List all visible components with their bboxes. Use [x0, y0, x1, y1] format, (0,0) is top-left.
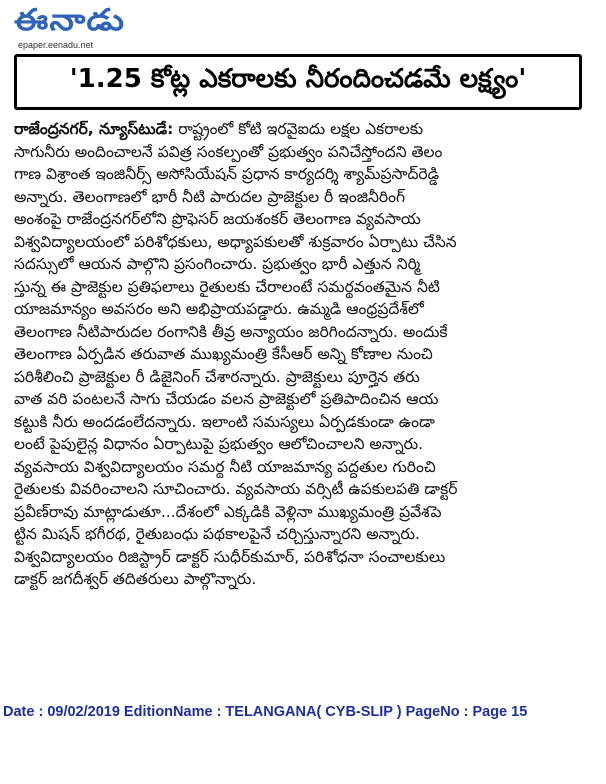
article-line: ట్టిన మిషన్ భగీరథ, రైతుబంధు పథకాలపైనే చర్చిస్తున్నారని అన్నారు. — [14, 525, 420, 543]
epaper-url: epaper.eenadu.net — [18, 40, 94, 50]
article-line: లంటే పైపులైన్ల విధానం ఏర్పాటుపై ప్రభుత్వం ఆలోచించాలని అన్నారు. — [14, 435, 424, 453]
article-line: స్తున్న ఈ ప్రాజెక్టుల ప్రతిఫలాలు రైతులకు చేరాలంటే సమర్థవంతమైన నీటి — [14, 277, 440, 296]
article-line: అంశంపై రాజేంద్రనగర్‌లోని ప్రొఫెసర్ జయశంకర్ తెలంగాణ వ్యవసాయ — [14, 210, 421, 228]
masthead — [14, 4, 214, 54]
article-line-text: రాష్ట్రంలో కోటి ఇరవైఐదు లక్షల ఎకరాలకు — [178, 120, 424, 138]
newspaper-logo: ఈనాడు — [14, 3, 126, 38]
edition-footer: Date : 09/02/2019 EditionName : TELANGANA( CYB-SLIP ) PageNo : Page 15 — [3, 704, 528, 720]
article-line: విశ్వవిద్యాలయంలో పరిశోధకులు, అధ్యాపకులతో శుక్రవారం ఏర్పాటు చేసిన — [14, 232, 457, 251]
article-line: తెలంగాణ ఏర్పడిన తరువాత ముఖ్యమంత్రి కేసీఆర్ అన్ని కోణాల నుంచి — [14, 345, 433, 363]
article-line: అన్నారు. తెలంగాణలో భారీ నీటి పారుదల ప్రాజెక్టుల రీ ఇంజినీరింగ్ — [14, 187, 405, 206]
article-line: డాక్టర్ జగదీశ్వర్ తదితరులు పాల్గొన్నారు. — [14, 570, 257, 588]
article-line: పరిశీలించి ప్రాజెక్టుల రీ డిజైనింగ్ చేశారన్నారు. ప్రాజెక్టులు పూర్తైన తరు — [14, 367, 420, 386]
article-line: విశ్వవిద్యాలయం రిజిస్ట్రార్ డాక్టర్ సుధీర్‌కుమార్, పరిశోధనా సంచాలకులు — [14, 547, 446, 566]
article-line: సదస్సులో ఆయన పాల్గొని ప్రసంగించారు. ప్రభుత్వం భారీ ఎత్తున నిర్మి — [14, 255, 421, 273]
article-line: తెలంగాణ నీటిపారుదల రంగానికి తీవ్ర అన్యాయం జరిగిందన్నారు. అందుకే — [14, 322, 448, 341]
article-line — [14, 118, 586, 141]
article-line: ప్రవీణ్‌రావు మాట్లాడుతూ...దేశంలో ఎక్కడికి వెళ్లినా ముఖ్యమంత్రి ప్రవేశపె — [14, 502, 442, 521]
article-line: సాగునీరు అందించాలనే పవిత్ర సంకల్పంతో ప్రభుత్వం పనిచేస్తోందని తెలం — [14, 142, 443, 161]
article-line: కట్టుకి నీరు అందడంలేదన్నారు. ఇలాంటి సమస్యలు ఏర్పడకుండా ఉండా — [14, 412, 435, 431]
article-line: గాణ విశ్రాంత ఇంజినీర్స్ అసోసియేషన్ ప్రధాన కార్యదర్శి శ్యామ్‌ప్రసాద్‌రెడ్డి — [14, 165, 440, 183]
byline: రాజేంద్రనగర్, న్యూస్‌టుడే: — [14, 120, 174, 138]
article-line: యాజమాన్యం అవసరం అని అభిప్రాయపడ్డారు. ఉమ్మడి ఆంధ్రప్రదేశ్‌లో — [14, 300, 424, 318]
article-line: వ్యవసాయ విశ్వవిద్యాలయం సమర్థ నీటి యాజమాన్య పద్ధతుల గురించి — [14, 457, 436, 476]
article-line: వాత వరి పంటలనే సాగు చేయడం వలన ప్రాజెక్టులో ప్రతిపాదించిన ఆయ — [14, 390, 439, 408]
headline: '1.25 కోట్ల ఎకరాలకు నీరందించడమే లక్ష్యం' — [69, 64, 527, 94]
article-line: రైతులకు వివరించాలని సూచించారు. వ్యవసాయ వర్సిటీ ఉపకులపతి డాక్టర్ — [14, 480, 458, 498]
article-body — [14, 118, 586, 591]
headline-box — [14, 54, 582, 110]
